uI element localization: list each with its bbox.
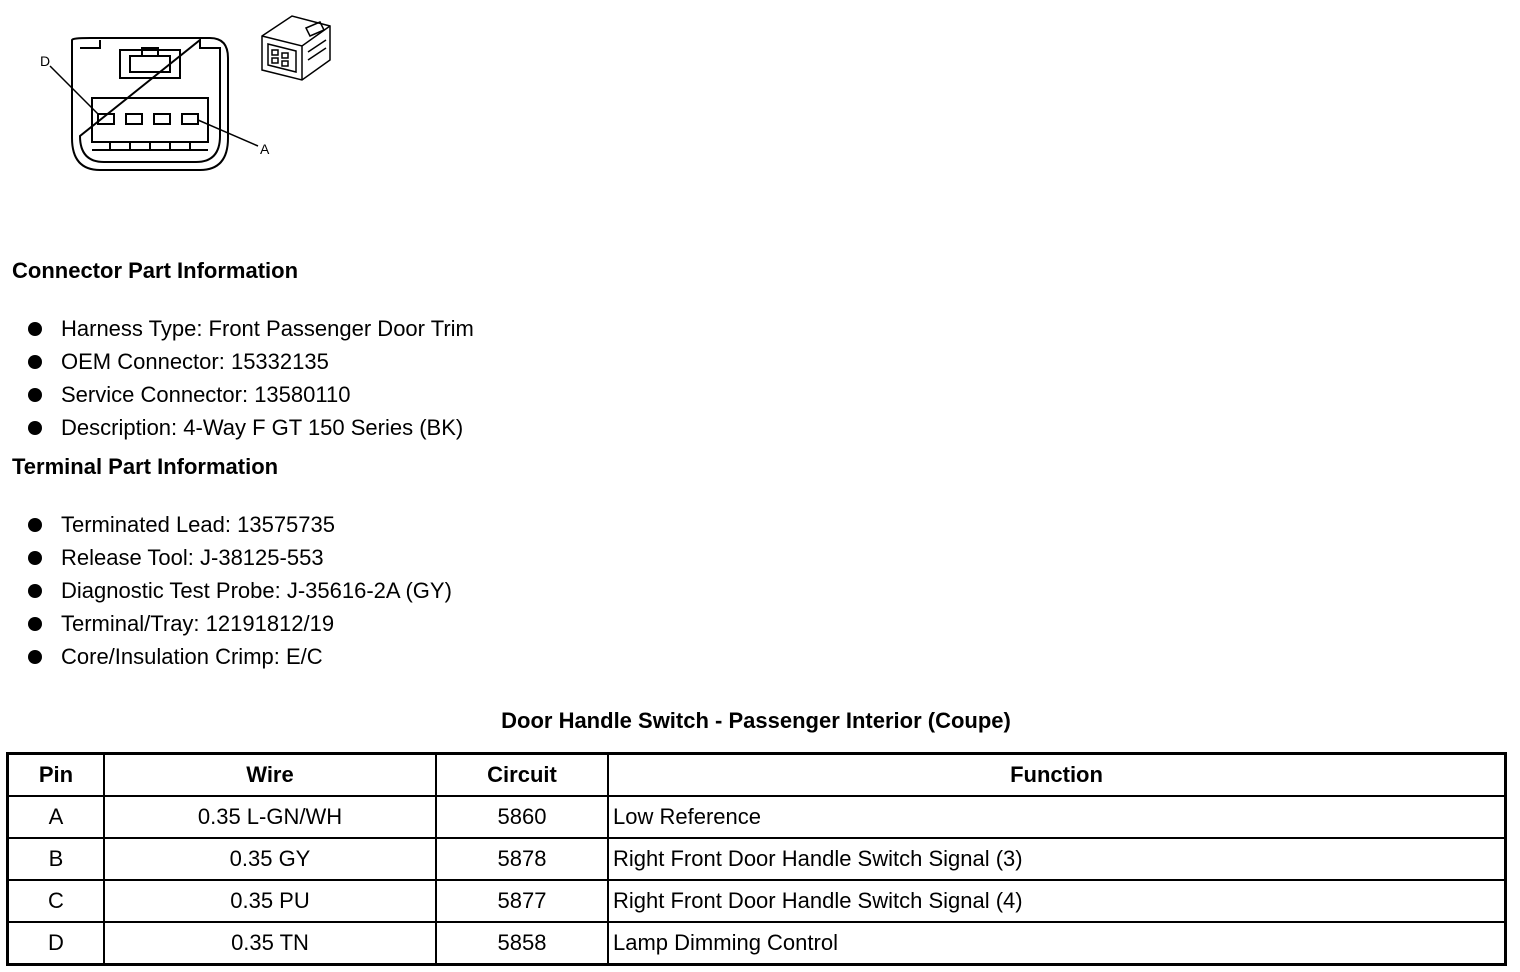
pin-label-a: A [260,141,270,157]
bullet-icon [28,518,42,532]
function-cell: Low Reference [608,796,1506,838]
table-row [8,838,1506,880]
column-header-pin: Pin [8,754,105,797]
bullet-icon [28,388,42,402]
pin-cell: A [8,796,105,838]
wire-cell: 0.35 PU [104,880,436,922]
wire-cell: 0.35 L-GN/WH [104,796,436,838]
list-item: Core/Insulation Crimp: E/C [28,640,452,673]
circuit-cell: 5860 [436,796,608,838]
connector-diagram [30,8,360,188]
column-header-circuit: Circuit [436,754,608,797]
circuit-cell: 5858 [436,922,608,965]
wire-cell: 0.35 TN [104,922,436,965]
list-item: Terminated Lead: 13575735 [28,508,452,541]
function-cell: Right Front Door Handle Switch Signal (4) [608,880,1506,922]
bullet-icon [28,355,42,369]
pin-cell: C [8,880,105,922]
column-header-function: Function [608,754,1506,797]
connector-part-info-list [28,312,474,444]
table-row [8,796,1506,838]
leader-line-d [50,66,98,114]
list-item: Harness Type: Front Passenger Door Trim [28,312,474,345]
wire-cell: 0.35 GY [104,838,436,880]
table-header-row [8,754,1506,797]
function-cell: Lamp Dimming Control [608,922,1506,965]
table-row [8,880,1506,922]
terminal-part-info-heading: Terminal Part Information [12,454,279,479]
list-item: Release Tool: J-38125-553 [28,541,452,574]
pin-cell: B [8,838,105,880]
column-header-wire: Wire [104,754,436,797]
list-item: Service Connector: 13580110 [28,378,474,411]
pin-label-d: D [40,53,51,69]
bullet-icon [28,421,42,435]
list-item: Description: 4-Way F GT 150 Series (BK) [28,411,474,444]
bullet-icon [28,650,42,664]
connector-isometric-drawing [262,16,330,80]
connector-part-info-heading: Connector Part Information [12,258,299,283]
function-cell: Right Front Door Handle Switch Signal (3) [608,838,1506,880]
bullet-icon [28,322,42,336]
terminal-part-info-list [28,508,452,673]
list-item: Terminal/Tray: 12191812/19 [28,607,452,640]
table-row [8,922,1506,965]
bullet-icon [28,551,42,565]
list-item: Diagnostic Test Probe: J-35616-2A (GY) [28,574,452,607]
bullet-icon [28,584,42,598]
circuit-cell: 5877 [436,880,608,922]
pin-cell: D [8,922,105,965]
pinout-table [6,752,1507,966]
list-item: OEM Connector: 15332135 [28,345,474,378]
circuit-cell: 5878 [436,838,608,880]
connector-face-drawing [72,38,228,170]
bullet-icon [28,617,42,631]
pinout-table-title: Door Handle Switch - Passenger Interior (Coupe) [501,708,1011,733]
